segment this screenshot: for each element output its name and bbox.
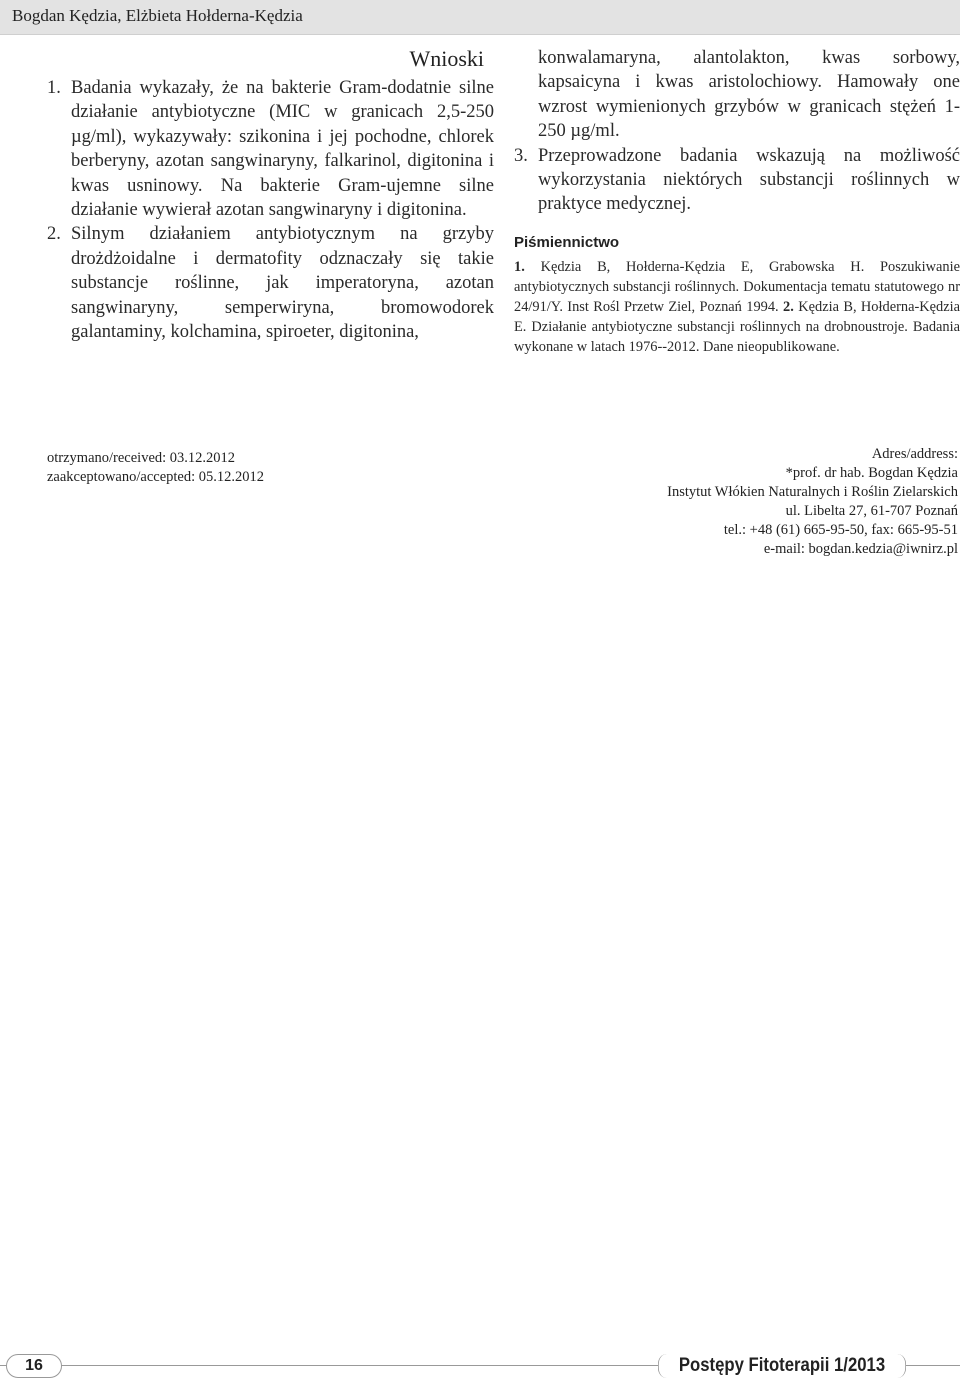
conclusion-text: Przeprowadzone badania wskazują na możliwość wykorzystania niektórych substancji roślinnych w praktyce medycznej. <box>538 145 960 215</box>
conclusion-item-2-continued <box>514 46 960 144</box>
reference-1: Kędzia B, Hołderna-Kędzia E, Grabowska H. Poszukiwanie antybiotycznych substancji roślinnych. Dokumentacja tematu statutowego nr 24/91/Y. Inst Rośl Przetw Ziel, Poznań 1994. <box>514 258 960 315</box>
page-footer <box>0 1350 960 1382</box>
reference-number: 2. <box>783 298 794 315</box>
conclusions-list <box>47 76 494 344</box>
running-header <box>0 0 960 35</box>
conclusion-item-3 <box>514 144 960 217</box>
left-column <box>47 46 494 344</box>
conclusion-item-1 <box>47 76 494 222</box>
address-street: ul. Libelta 27, 61-707 Poznań <box>785 503 958 519</box>
reference-2: Kędzia B, Hołderna-Kędzia E. Działanie antybiotyczne substancji roślinnych na drobnoustroje. Badania wykonane w latach 1976--2012. Dane nieopublikowane. <box>514 298 960 355</box>
header-authors: Bogdan Kędzia, Elżbieta Hołderna-Kędzia <box>12 6 303 25</box>
references-title: Piśmiennictwo <box>514 233 620 251</box>
correspondence-address <box>667 445 958 559</box>
journal-title: Postępy Fitoterapii 1/2013 <box>658 1354 906 1378</box>
address-label: Adres/address: <box>871 446 958 462</box>
right-column <box>514 46 960 357</box>
address-institute: Instytut Włókien Naturalnych i Roślin Zielarskich <box>667 484 958 500</box>
address-phone: tel.: +48 (61) 665-95-50, fax: 665-95-51 <box>723 522 958 538</box>
conclusion-text: Badania wykazały, że na bakterie Gram-dodatnie silne działanie antybiotyczne (MIC w granicach 2,5-250 µg/ml), wykazywały: szikonina i jej pochodne, chlorek berberyny, azotan sangwinaryny, falkarinol, digitonina i kwas usninowy. Na bakterie Gram-ujemne silne działanie wywierał azotan sangwinaryny i digitonina. <box>71 78 494 221</box>
accepted-date: zaakceptowano/accepted: 05.12.2012 <box>47 469 265 485</box>
conclusion-number: 1. <box>47 78 61 98</box>
received-date: otrzymano/received: 03.12.2012 <box>47 450 236 466</box>
address-email[interactable]: e-mail: bogdan.kedzia@iwnirz.pl <box>763 541 958 557</box>
page-number: 16 <box>6 1354 62 1378</box>
conclusion-number: 3. <box>514 145 528 166</box>
references-list <box>514 257 960 357</box>
reference-number: 1. <box>514 258 525 275</box>
address-name: *prof. dr hab. Bogdan Kędzia <box>785 465 958 481</box>
conclusions-continued <box>514 46 960 217</box>
conclusion-text: Silnym działaniem antybiotycznym na grzyby drożdżoidalne i dermatofity odznaczały się takie substancje roślinne, jak imperatoryna, azotan sangwinaryny, semperwiryna, bromowodorek galantaminy, kolchamina, spiroeter, digitonina, <box>71 224 494 343</box>
conclusion-text: konwalamaryna, alantolakton, kwas sorbowy, kapsaicyna i kwas aristolochiowy. Hamowały one wzrost wymienionych grzybów w granicach stężeń 1-250 µg/ml. <box>538 48 960 142</box>
conclusion-number: 2. <box>47 224 61 245</box>
article-dates <box>47 449 264 487</box>
conclusions-title: Wnioski <box>409 46 484 71</box>
conclusion-item-2 <box>47 222 494 344</box>
